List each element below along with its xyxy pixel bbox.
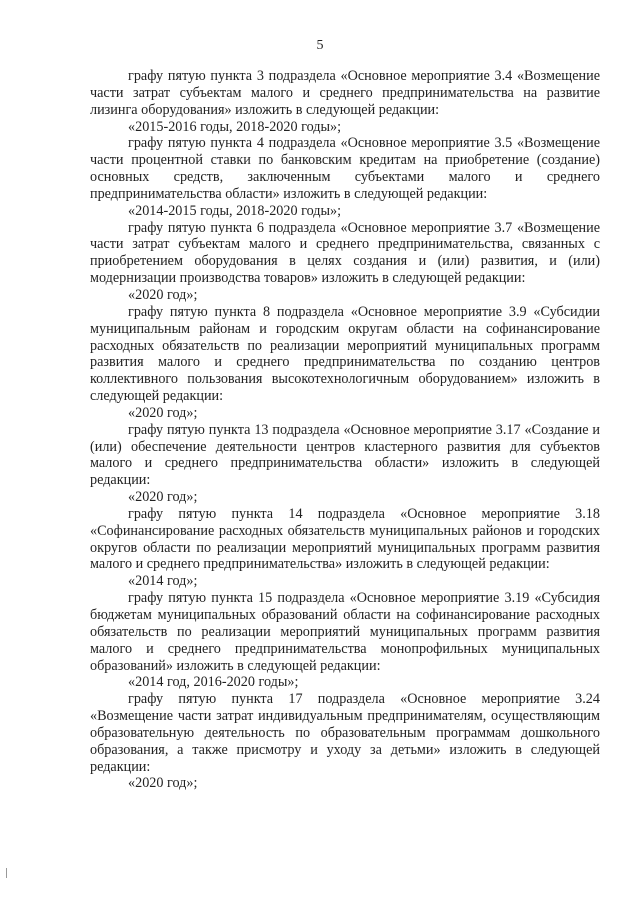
paragraph-years-point-6: «2020 год»; (128, 286, 198, 303)
paragraph-point-3: графу пятую пункта 3 подраздела «Основное мероприятие 3.4 «Возмещение части затрат субъектам малого и среднего предпринимательства на развитие лизинга оборудования» изложить в следующей редакции: (90, 68, 600, 118)
paragraph-years-point-4: «2014-2015 годы, 2018-2020 годы»; (128, 202, 342, 219)
paragraph-point-4: графу пятую пункта 4 подраздела «Основное мероприятие 3.5 «Возмещение части процентной ставки по банковским кредитам на приобретение (создание) основных средств, заключенным субъектами малого и среднего предпринимательства области» изложить в следующей редакции: (90, 135, 600, 202)
document-body (90, 68, 600, 792)
paragraph-point-17: графу пятую пункта 17 подраздела «Основное мероприятие 3.24 «Возмещение части затрат индивидуальным предпринимателям, осуществляющим образовательную деятельность по образовательным программам дошкольного образования, а также присмотру и уходу за детьми» изложить в следующей редакции: (90, 691, 600, 775)
paragraph-years-point-13: «2020 год»; (128, 489, 198, 506)
paragraph-point-8: графу пятую пункта 8 подраздела «Основное мероприятие 3.9 «Субсидии муниципальным районам и городским округам области на софинансирование расходных обязательств по реализации мероприятий муниципальных программ развития малого и среднего предпринимательства по созданию центров коллективного пользования высокотехнологичным оборудованием» изложить в следующей редакции: (90, 303, 600, 405)
paragraph-years-point-8: «2020 год»; (128, 404, 198, 421)
paragraph-years-point-3: «2015-2016 годы, 2018-2020 годы»; (128, 118, 342, 135)
scan-margin-mark (6, 868, 7, 878)
paragraph-point-15: графу пятую пункта 15 подраздела «Основное мероприятие 3.19 «Субсидия бюджетам муниципальных образований области на софинансирование расходных обязательств по реализации мероприятий муниципальных программ развития малого и среднего предпринимательства монопрофильных муниципальных образований» изложить в следующей редакции: (90, 590, 600, 674)
paragraph-years-point-15: «2014 год, 2016-2020 годы»; (128, 674, 299, 691)
paragraph-point-13: графу пятую пункта 13 подраздела «Основное мероприятие 3.17 «Создание и (или) обеспечение деятельности центров кластерного развития для субъектов малого и среднего предпринимательства области» изложить в следующей редакции: (90, 421, 600, 489)
paragraph-point-6: графу пятую пункта 6 подраздела «Основное мероприятие 3.7 «Возмещение части затрат субъектам малого и среднего предпринимательства, связанных с приобретением оборудования в целях создания и (или) развития, и (или) модернизации производства товаров» изложить в следующей редакции: (90, 219, 600, 287)
page-number: 5 (316, 38, 324, 53)
paragraph-years-point-14: «2014 год»; (128, 573, 198, 590)
paragraph-years-point-17: «2020 год»; (128, 775, 198, 792)
paragraph-point-14: графу пятую пункта 14 подраздела «Основное мероприятие 3.18 «Софинансирование расходных обязательств муниципальных районов и городских округов области по реализации мероприятий муниципальных программ развития малого и среднего предпринимательства» изложить в следующей редакции: (90, 505, 600, 573)
